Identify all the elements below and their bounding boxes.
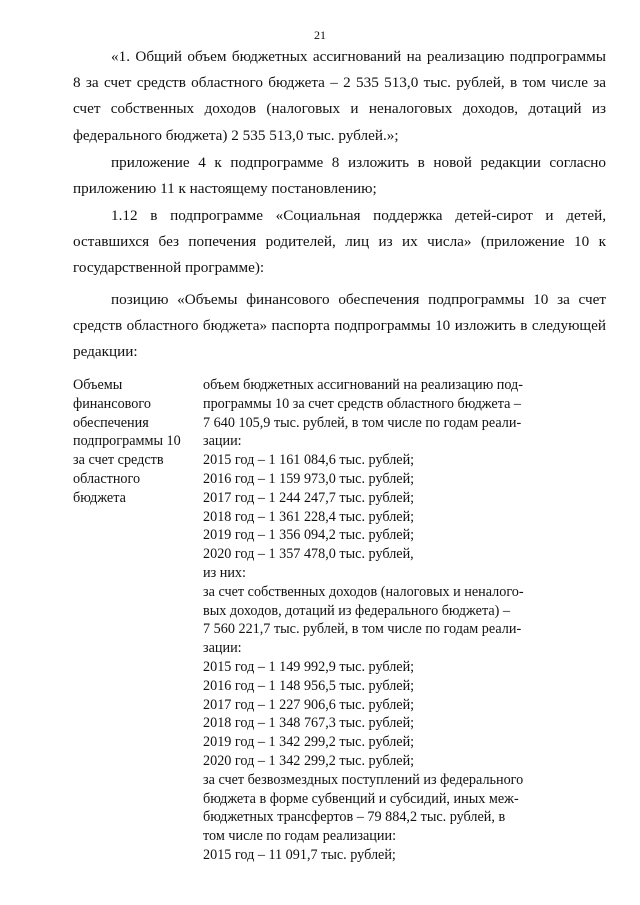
paragraph-appendix-4: приложение 4 к подпрограмме 8 изложить в новой редакции согласно приложению 11 к настоящему постановлению;: [73, 154, 606, 198]
funding-year-line: 2015 год – 1 161 084,6 тыс. рублей;: [203, 452, 415, 469]
funding-year-line: 2015 год – 11 091,7 тыс. рублей;: [203, 846, 396, 863]
funding-line: из них:: [203, 564, 246, 581]
left-label-line: обеспечения: [73, 414, 149, 431]
left-label-line: финансового: [73, 395, 151, 412]
paragraph-item-1-12: 1.12 в подпрограмме «Социальная поддержка детей-сирот и детей, оставшихся без попечения родителей, лиц из их числа» (приложение 10 к государственной программе):: [73, 207, 606, 277]
funding-line: зации:: [203, 433, 242, 450]
table-right-content: [203, 376, 553, 865]
funding-line: 7 560 221,7 тыс. рублей, в том числе по годам реали-: [203, 621, 522, 638]
funding-year-line: 2017 год – 1 244 247,7 тыс. рублей;: [203, 489, 415, 506]
funding-line: бюджета в форме субвенций и субсидий, иных меж-: [203, 790, 519, 807]
funding-year-line: 2016 год – 1 159 973,0 тыс. рублей;: [203, 470, 415, 487]
paragraph-subprogram-8-volume: «1. Общий объем бюджетных ассигнований на реализацию подпрограммы 8 за счет средств областного бюджета – 2 535 513,0 тыс. рублей, в том числе за счет собственных доходов (налоговых и неналоговых доходов, дотаций из федерального бюджета) 2 535 513,0 тыс. рублей.»;: [73, 48, 606, 144]
funding-line: зации:: [203, 640, 242, 657]
table-left-label: [73, 376, 198, 508]
left-label-line: Объемы: [73, 377, 123, 393]
funding-year-line: 2019 год – 1 356 094,2 тыс. рублей;: [203, 527, 415, 544]
funding-year-line: 2016 год – 1 148 956,5 тыс. рублей;: [203, 677, 415, 694]
funding-year-line: 2015 год – 1 149 992,9 тыс. рублей;: [203, 658, 415, 675]
funding-line: 7 640 105,9 тыс. рублей, в том числе по годам реали-: [203, 414, 522, 431]
funding-year-line: 2017 год – 1 227 906,6 тыс. рублей;: [203, 696, 415, 713]
funding-year-line: 2020 год – 1 357 478,0 тыс. рублей,: [203, 546, 414, 563]
funding-line: за счет собственных доходов (налоговых и неналого-: [203, 583, 524, 600]
funding-year-line: 2018 год – 1 348 767,3 тыс. рублей;: [203, 715, 415, 732]
funding-line: бюджетных трансфертов – 79 884,2 тыс. рублей, в: [203, 809, 506, 826]
funding-line: программы 10 за счет средств областного бюджета –: [203, 395, 522, 412]
funding-year-line: 2018 год – 1 361 228,4 тыс. рублей;: [203, 508, 415, 525]
left-label-line: бюджета: [73, 489, 126, 506]
funding-line: вых доходов, дотаций из федерального бюджета) –: [203, 602, 510, 619]
left-label-line: областного: [73, 470, 141, 487]
funding-line: том числе по годам реализации:: [203, 828, 397, 845]
funding-line: за счет безвозмездных поступлений из федерального: [203, 771, 524, 788]
paragraph-passport-position: позицию «Объемы финансового обеспечения подпрограммы 10 за счет средств областного бюджета» паспорта подпрограммы 10 изложить в следующей редакции:: [73, 291, 606, 361]
funding-year-line: 2019 год – 1 342 299,2 тыс. рублей;: [203, 734, 415, 751]
left-label-line: подпрограммы 10: [73, 433, 181, 450]
left-label-line: за счет средств: [73, 452, 164, 469]
page-number: 21: [314, 28, 326, 42]
funding-year-line: 2020 год – 1 342 299,2 тыс. рублей;: [203, 752, 415, 769]
funding-line: объем бюджетных ассигнований на реализацию под-: [203, 377, 523, 393]
